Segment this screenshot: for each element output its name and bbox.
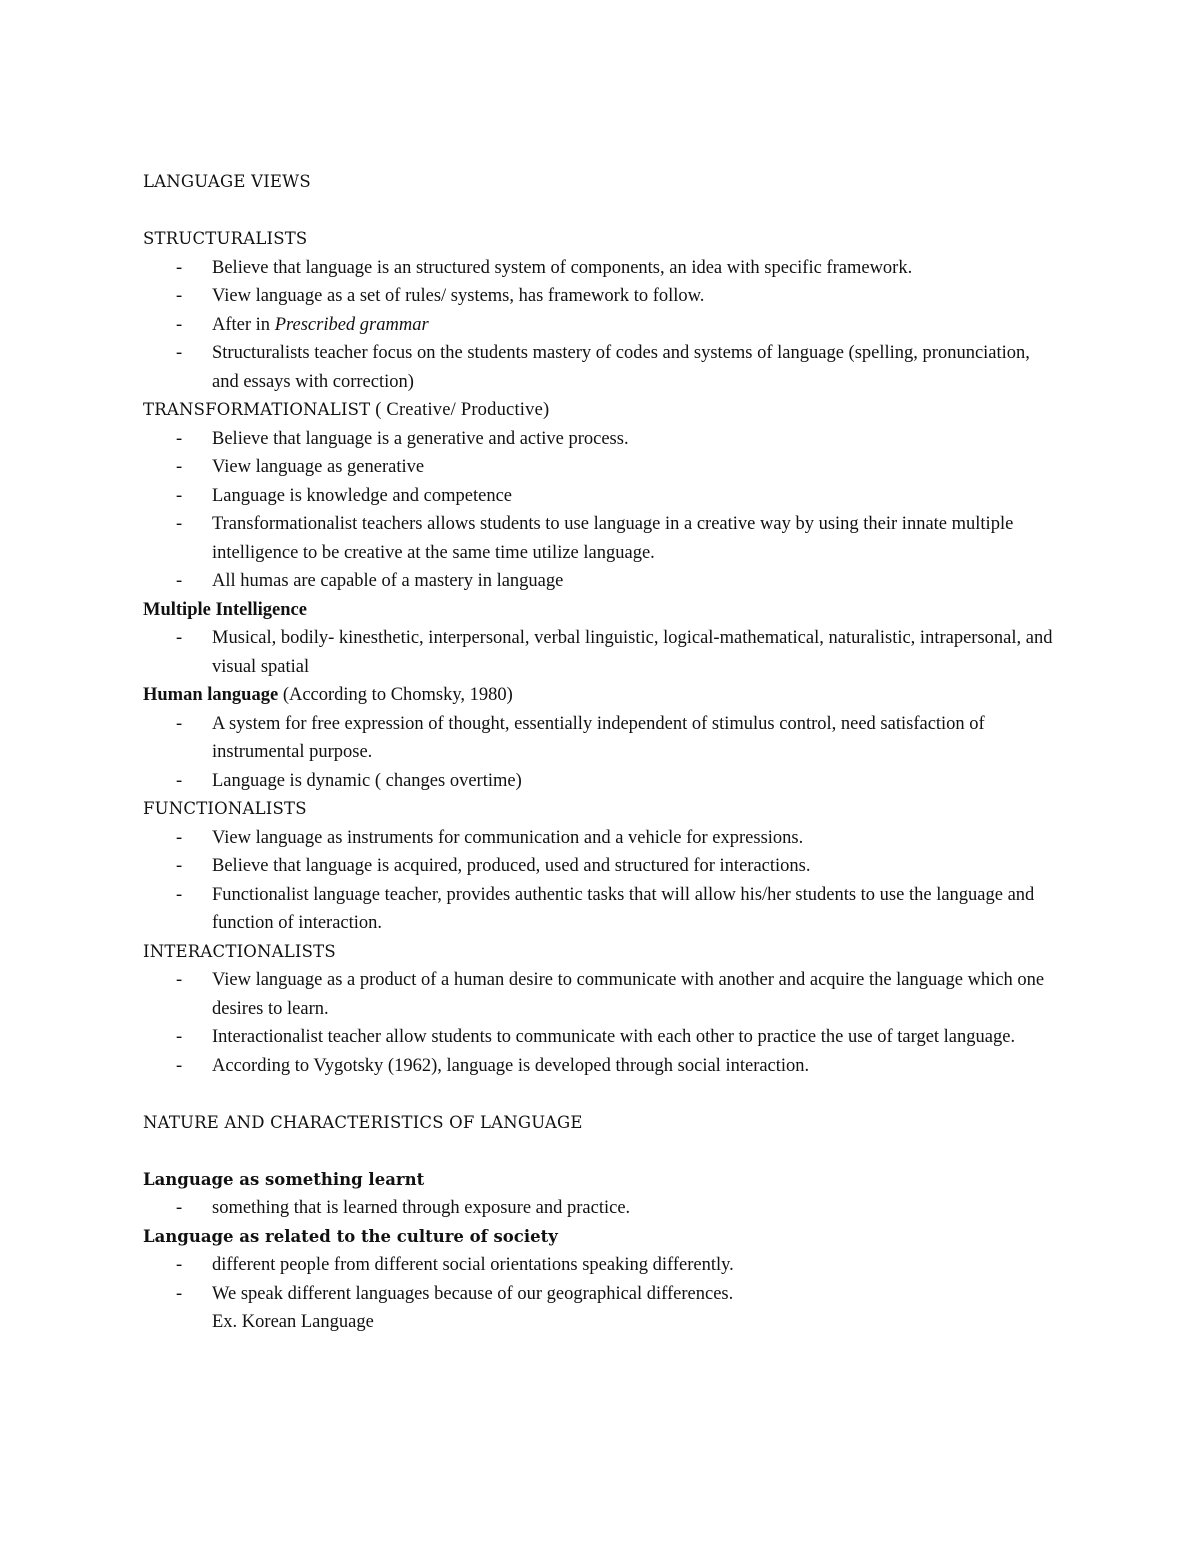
list-item: - Transformationalist teachers allows students to use language in a creative way by using their innate multiple intelligence to be creative at the same time utilize language.	[143, 510, 1058, 567]
section-heading-learnt: Language as something learnt	[143, 1169, 425, 1189]
list-item: - View language as a product of a human desire to communicate with another and acquire the language which one desires to learn.	[143, 966, 1058, 1023]
list-item: - View language as generative	[143, 453, 1058, 482]
bullet-dash: -	[176, 628, 183, 648]
human-language-list	[143, 710, 1058, 796]
example-line: Ex. Korean Language	[212, 1312, 374, 1332]
bullet-dash: -	[176, 514, 183, 534]
bullet-dash: -	[176, 1198, 183, 1218]
bullet-dash: -	[176, 457, 183, 477]
section-heading-culture: Language as related to the culture of society	[143, 1226, 558, 1246]
learnt-list	[143, 1194, 1058, 1223]
list-item: - We speak different languages because of our geographical differences.	[143, 1280, 1058, 1309]
section-subtitle: ( Creative/ Productive)	[370, 400, 550, 420]
list-item: - Interactionalist teacher allow students to communicate with each other to practice the use of target language.	[143, 1023, 1058, 1052]
list-item: - A system for free expression of thought, essentially independent of stimulus control, need satisfaction of instrumental purpose.	[143, 710, 1058, 767]
list-item: - Believe that language is acquired, produced, used and structured for interactions.	[143, 852, 1058, 881]
list-item: - Musical, bodily- kinesthetic, interpersonal, verbal linguistic, logical-mathematical, naturalistic, intrapersonal, and visual spatial	[143, 624, 1058, 681]
section-heading-structuralists: STRUCTURALISTS	[143, 229, 308, 248]
list-item: - View language as a set of rules/ systems, has framework to follow.	[143, 282, 1058, 311]
list-item: - Functionalist language teacher, provides authentic tasks that will allow his/her students to use the language and function of interaction.	[143, 881, 1058, 938]
bullet-dash: -	[176, 1283, 183, 1304]
section-heading-multiple-intelligence: Multiple Intelligence	[143, 599, 307, 620]
bullet-dash: -	[176, 827, 183, 848]
bullet-dash: -	[176, 428, 183, 449]
bullet-dash: -	[176, 970, 183, 990]
bullet-dash: -	[176, 314, 183, 335]
page-title: LANGUAGE VIEWS	[143, 172, 311, 191]
list-item: - Believe that language is an structured system of components, an idea with specific framework.	[143, 254, 1058, 283]
bullet-dash: -	[176, 571, 183, 591]
section-subtitle: (According to Chomsky, 1980)	[278, 685, 513, 705]
list-item: - View language as instruments for communication and a vehicle for expressions.	[143, 824, 1058, 853]
spacer	[143, 1137, 1058, 1166]
functionalists-list	[143, 824, 1058, 938]
section-heading-human-language: Human language (According to Chomsky, 1980)	[143, 685, 513, 705]
list-item: - Language is dynamic ( changes overtime)	[143, 767, 1058, 796]
multiple-intelligence-list	[143, 624, 1058, 681]
document-content	[143, 168, 1058, 1337]
list-item: - different people from different social orientations speaking differently.	[143, 1251, 1058, 1280]
spacer	[143, 1080, 1058, 1109]
bullet-dash: -	[176, 1055, 183, 1076]
section-heading-functionalists: FUNCTIONALISTS	[143, 799, 307, 818]
section-heading-interactionalists: INTERACTIONALISTS	[143, 941, 336, 961]
bullet-dash: -	[176, 856, 183, 876]
section-heading-transformationalist: TRANSFORMATIONALIST ( Creative/ Productive)	[143, 400, 550, 420]
bullet-dash: -	[176, 770, 183, 791]
list-item: - something that is learned through exposure and practice.	[143, 1194, 1058, 1223]
spacer	[143, 197, 1058, 226]
transformationalist-list	[143, 425, 1058, 596]
bullet-dash: -	[176, 1255, 183, 1275]
list-item: - Language is knowledge and competence	[143, 482, 1058, 511]
bullet-dash: -	[176, 884, 183, 905]
bullet-dash: -	[176, 286, 183, 306]
culture-list	[143, 1251, 1058, 1308]
interactionalists-list	[143, 966, 1058, 1080]
list-item: - According to Vygotsky (1962), language is developed through social interaction.	[143, 1052, 1058, 1081]
prescribed-grammar-term: Prescribed grammar	[274, 314, 429, 335]
list-item: - All humas are capable of a mastery in language	[143, 567, 1058, 596]
bullet-dash: -	[176, 257, 183, 278]
structuralists-list	[143, 254, 1058, 397]
list-item: - Believe that language is a generative and active process.	[143, 425, 1058, 454]
nature-title: NATURE AND CHARACTERISTICS OF LANGUAGE	[143, 1112, 583, 1132]
list-item: - After in Prescribed grammar	[143, 311, 1058, 340]
bullet-dash: -	[176, 1027, 183, 1047]
bullet-dash: -	[176, 713, 183, 734]
list-item: - Structuralists teacher focus on the students mastery of codes and systems of language (spelling, pronunciation, and essays with correction)	[143, 339, 1058, 396]
bullet-dash: -	[176, 343, 183, 363]
bullet-dash: -	[176, 485, 183, 506]
